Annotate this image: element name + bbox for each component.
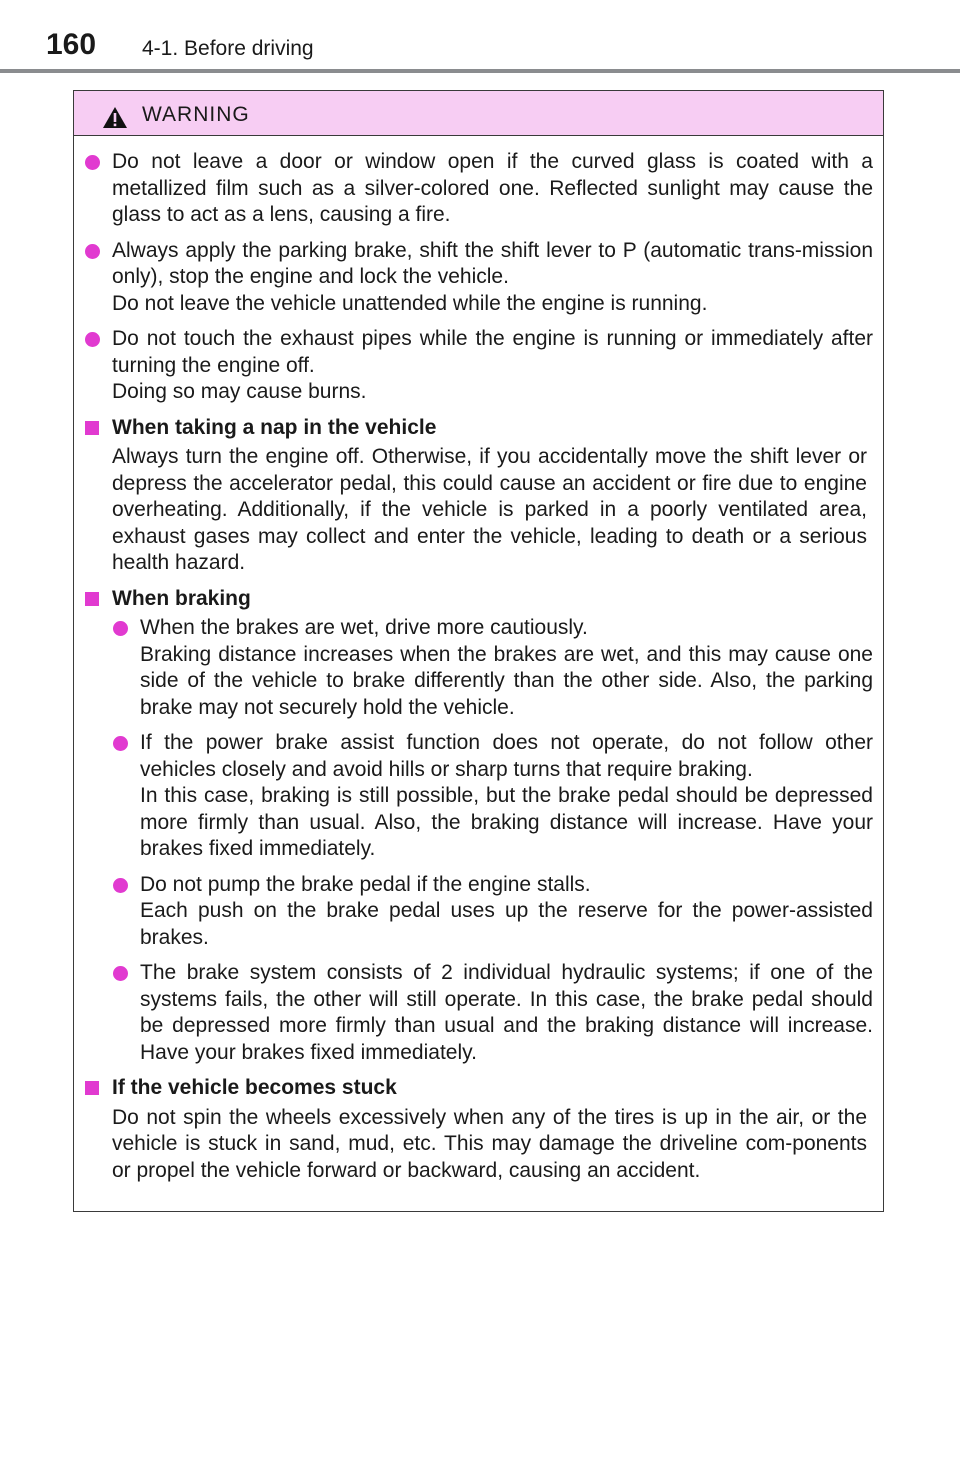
warning-body: [74, 136, 883, 1184]
warning-item-film-glass: [84, 149, 873, 229]
bullet-icon: [85, 155, 100, 170]
paragraph: Doing so may cause burns.: [112, 380, 367, 403]
section-text: Always turn the engine off. Otherwise, if you accidentally move the shift lever or depress the accelerator pedal, this could cause an accident or fire due to engine overheating. Additionally, if the vehicle is parked in a poorly ventilated area, exhaust gases may collect and enter the vehicle, leading to death or a serious health hazard.: [112, 445, 867, 574]
braking-item-assist: [112, 730, 873, 863]
bullet-icon: [85, 332, 100, 347]
bullet-icon: [113, 878, 128, 893]
paragraph: If the power brake assist function does not operate, do not follow other vehicles closely and avoid hills or sharp turns that require braking.: [140, 731, 873, 781]
paragraph: The brake system consists of 2 individual hydraulic systems; if one of the systems fails, the other will still operate. In this case, the brake pedal should be depressed more firmly than usual and the braking distance will increase. Have your brakes fixed immediately.: [140, 961, 873, 1064]
header-divider: [0, 69, 960, 73]
section-title: 4-1. Before driving: [142, 37, 314, 60]
paragraph: Braking distance increases when the brakes are wet, and this may cause one side of the vehicle to brake differently than the other side. Also, the parking brake may not securely hold the vehicle.: [140, 642, 873, 719]
paragraph: When the brakes are wet, drive more cautiously.: [140, 616, 588, 639]
warning-item-parking: [84, 238, 873, 318]
warning-box: [73, 90, 884, 1212]
paragraph: In this case, braking is still possible, but the brake pedal should be depressed more firmly than usual. Also, the braking distance will increase. Have your brakes fixed immediately.: [140, 784, 873, 860]
section-nap: [84, 415, 873, 577]
bullet-icon: [113, 736, 128, 751]
section-heading-text: When taking a nap in the vehicle: [112, 415, 437, 439]
paragraph: Always apply the parking brake, shift the shift lever to P (automatic trans-mission only), stop the engine and lock the vehicle.: [112, 238, 873, 288]
warning-header: [74, 91, 883, 136]
warning-item-exhaust: [84, 326, 873, 406]
section-square-icon: [85, 1081, 99, 1095]
braking-item-stall: [112, 872, 873, 952]
paragraph: Do not leave a door or window open if the curved glass is coated with a metallized film such as a silver-colored one. Reflected sunlight may cause the glass to act as a lens, causing a fire.: [112, 150, 873, 226]
bullet-icon: [113, 621, 128, 636]
warning-title: WARNING: [142, 103, 250, 126]
paragraph: Do not touch the exhaust pipes while the engine is running or immediately after turning the engine off.: [112, 327, 873, 377]
section-heading: [84, 586, 873, 613]
section-heading: [84, 415, 873, 442]
paragraph: Do not pump the brake pedal if the engine stalls.: [140, 872, 591, 896]
section-braking: [84, 586, 873, 1067]
paragraph: Do not leave the vehicle unattended while the engine is running.: [112, 291, 708, 315]
section-stuck: [84, 1075, 873, 1184]
bullet-icon: [113, 966, 128, 981]
page-number: 160: [46, 28, 97, 61]
braking-item-wet: [112, 615, 873, 721]
section-square-icon: [85, 592, 99, 606]
section-text: Do not spin the wheels excessively when any of the tires is up in the air, or the vehicle is stuck in sand, mud, etc. This may damage the driveline com-ponents or propel the vehicle forward or backward, causing an accident.: [112, 1105, 867, 1182]
section-heading: [84, 1075, 873, 1102]
braking-item-hydraulic: [112, 960, 873, 1066]
warning-triangle-icon: [102, 106, 128, 129]
section-heading-text: If the vehicle becomes stuck: [112, 1076, 397, 1099]
section-heading-text: When braking: [112, 586, 251, 610]
bullet-icon: [85, 244, 100, 259]
page-header: [0, 0, 960, 76]
section-square-icon: [85, 421, 99, 435]
paragraph: Each push on the brake pedal uses up the reserve for the power-assisted brakes.: [140, 899, 873, 949]
